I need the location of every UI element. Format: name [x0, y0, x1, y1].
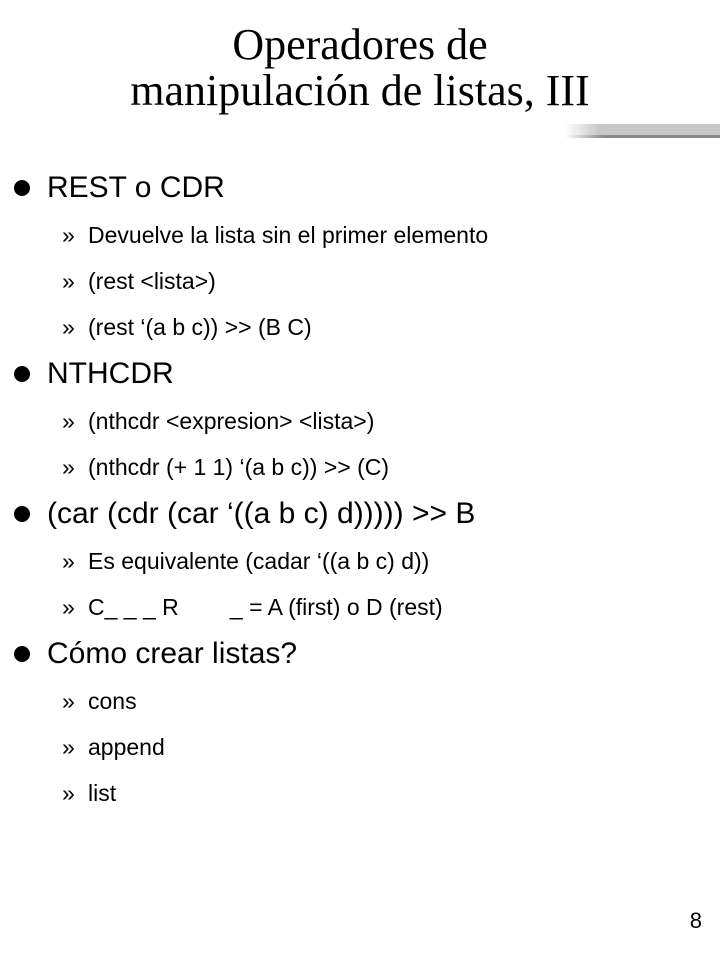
sub-bullet-marker-icon: »: [62, 222, 75, 248]
sub-bullet-marker-icon: »: [62, 454, 75, 480]
sub-bullet-text: Es equivalente (cadar ‘((a b c) d)): [88, 548, 430, 574]
sub-bullet: [0, 304, 720, 350]
bullet-dot-icon: [14, 646, 30, 662]
sub-bullet-text: (rest ‘(a b c)) >> (B C): [88, 314, 312, 340]
bullet-heading: Cómo crear listas?: [47, 637, 298, 670]
bullet-heading: (car (cdr (car ‘((a b c) d))))) >> B: [47, 497, 476, 530]
sub-bullet-marker-icon: »: [62, 734, 75, 760]
bullet-heading: NTHCDR: [47, 357, 174, 390]
sub-bullet: [0, 444, 720, 490]
sub-bullet-marker-icon: »: [62, 688, 75, 714]
sub-bullet-marker-icon: »: [62, 268, 75, 294]
sub-bullet-text: cons: [88, 688, 137, 714]
sub-bullet: [0, 212, 720, 258]
sub-bullet-text: append: [88, 734, 165, 760]
slide-title-line-2: manipulación de listas, III: [130, 66, 590, 115]
bullet-dot-icon: [14, 180, 30, 196]
slide-title-line-1: Operadores de: [232, 20, 488, 69]
sub-bullet: [0, 770, 720, 816]
bullet-dot-icon: [14, 506, 30, 522]
slide-content: [0, 164, 720, 816]
bullet-rest-cdr: [0, 164, 720, 212]
sub-bullet: [0, 398, 720, 444]
sub-bullet-text: list: [88, 780, 117, 806]
sub-bullet-marker-icon: »: [62, 548, 75, 574]
sub-bullet-text: Devuelve la lista sin el primer elemento: [88, 222, 489, 248]
sub-bullet-text: (rest <lista>): [88, 268, 216, 294]
title-divider-bar: [565, 124, 720, 138]
sub-bullet-marker-icon: »: [62, 408, 75, 434]
sub-bullet: [0, 538, 720, 584]
sub-bullet: [0, 724, 720, 770]
sub-bullet-marker-icon: »: [62, 314, 75, 340]
sub-bullet-text: (nthcdr <expresion> <lista>): [88, 408, 375, 434]
sub-bullet-marker-icon: »: [62, 594, 75, 620]
sub-bullet: [0, 584, 720, 630]
bullet-heading: REST o CDR: [47, 171, 225, 204]
bullet-nthcdr: [0, 350, 720, 398]
slide-title: [0, 22, 720, 114]
bullet-dot-icon: [14, 366, 30, 382]
sub-bullet: [0, 678, 720, 724]
bullet-car-cdr-example: [0, 490, 720, 538]
sub-bullet-marker-icon: »: [62, 780, 75, 806]
sub-bullet-text: C_ _ _ R _ = A (first) o D (rest): [88, 594, 443, 620]
bullet-crear-listas: [0, 630, 720, 678]
sub-bullet-text: (nthcdr (+ 1 1) ‘(a b c)) >> (C): [88, 454, 389, 480]
sub-bullet: [0, 258, 720, 304]
page-number: 8: [689, 908, 702, 933]
